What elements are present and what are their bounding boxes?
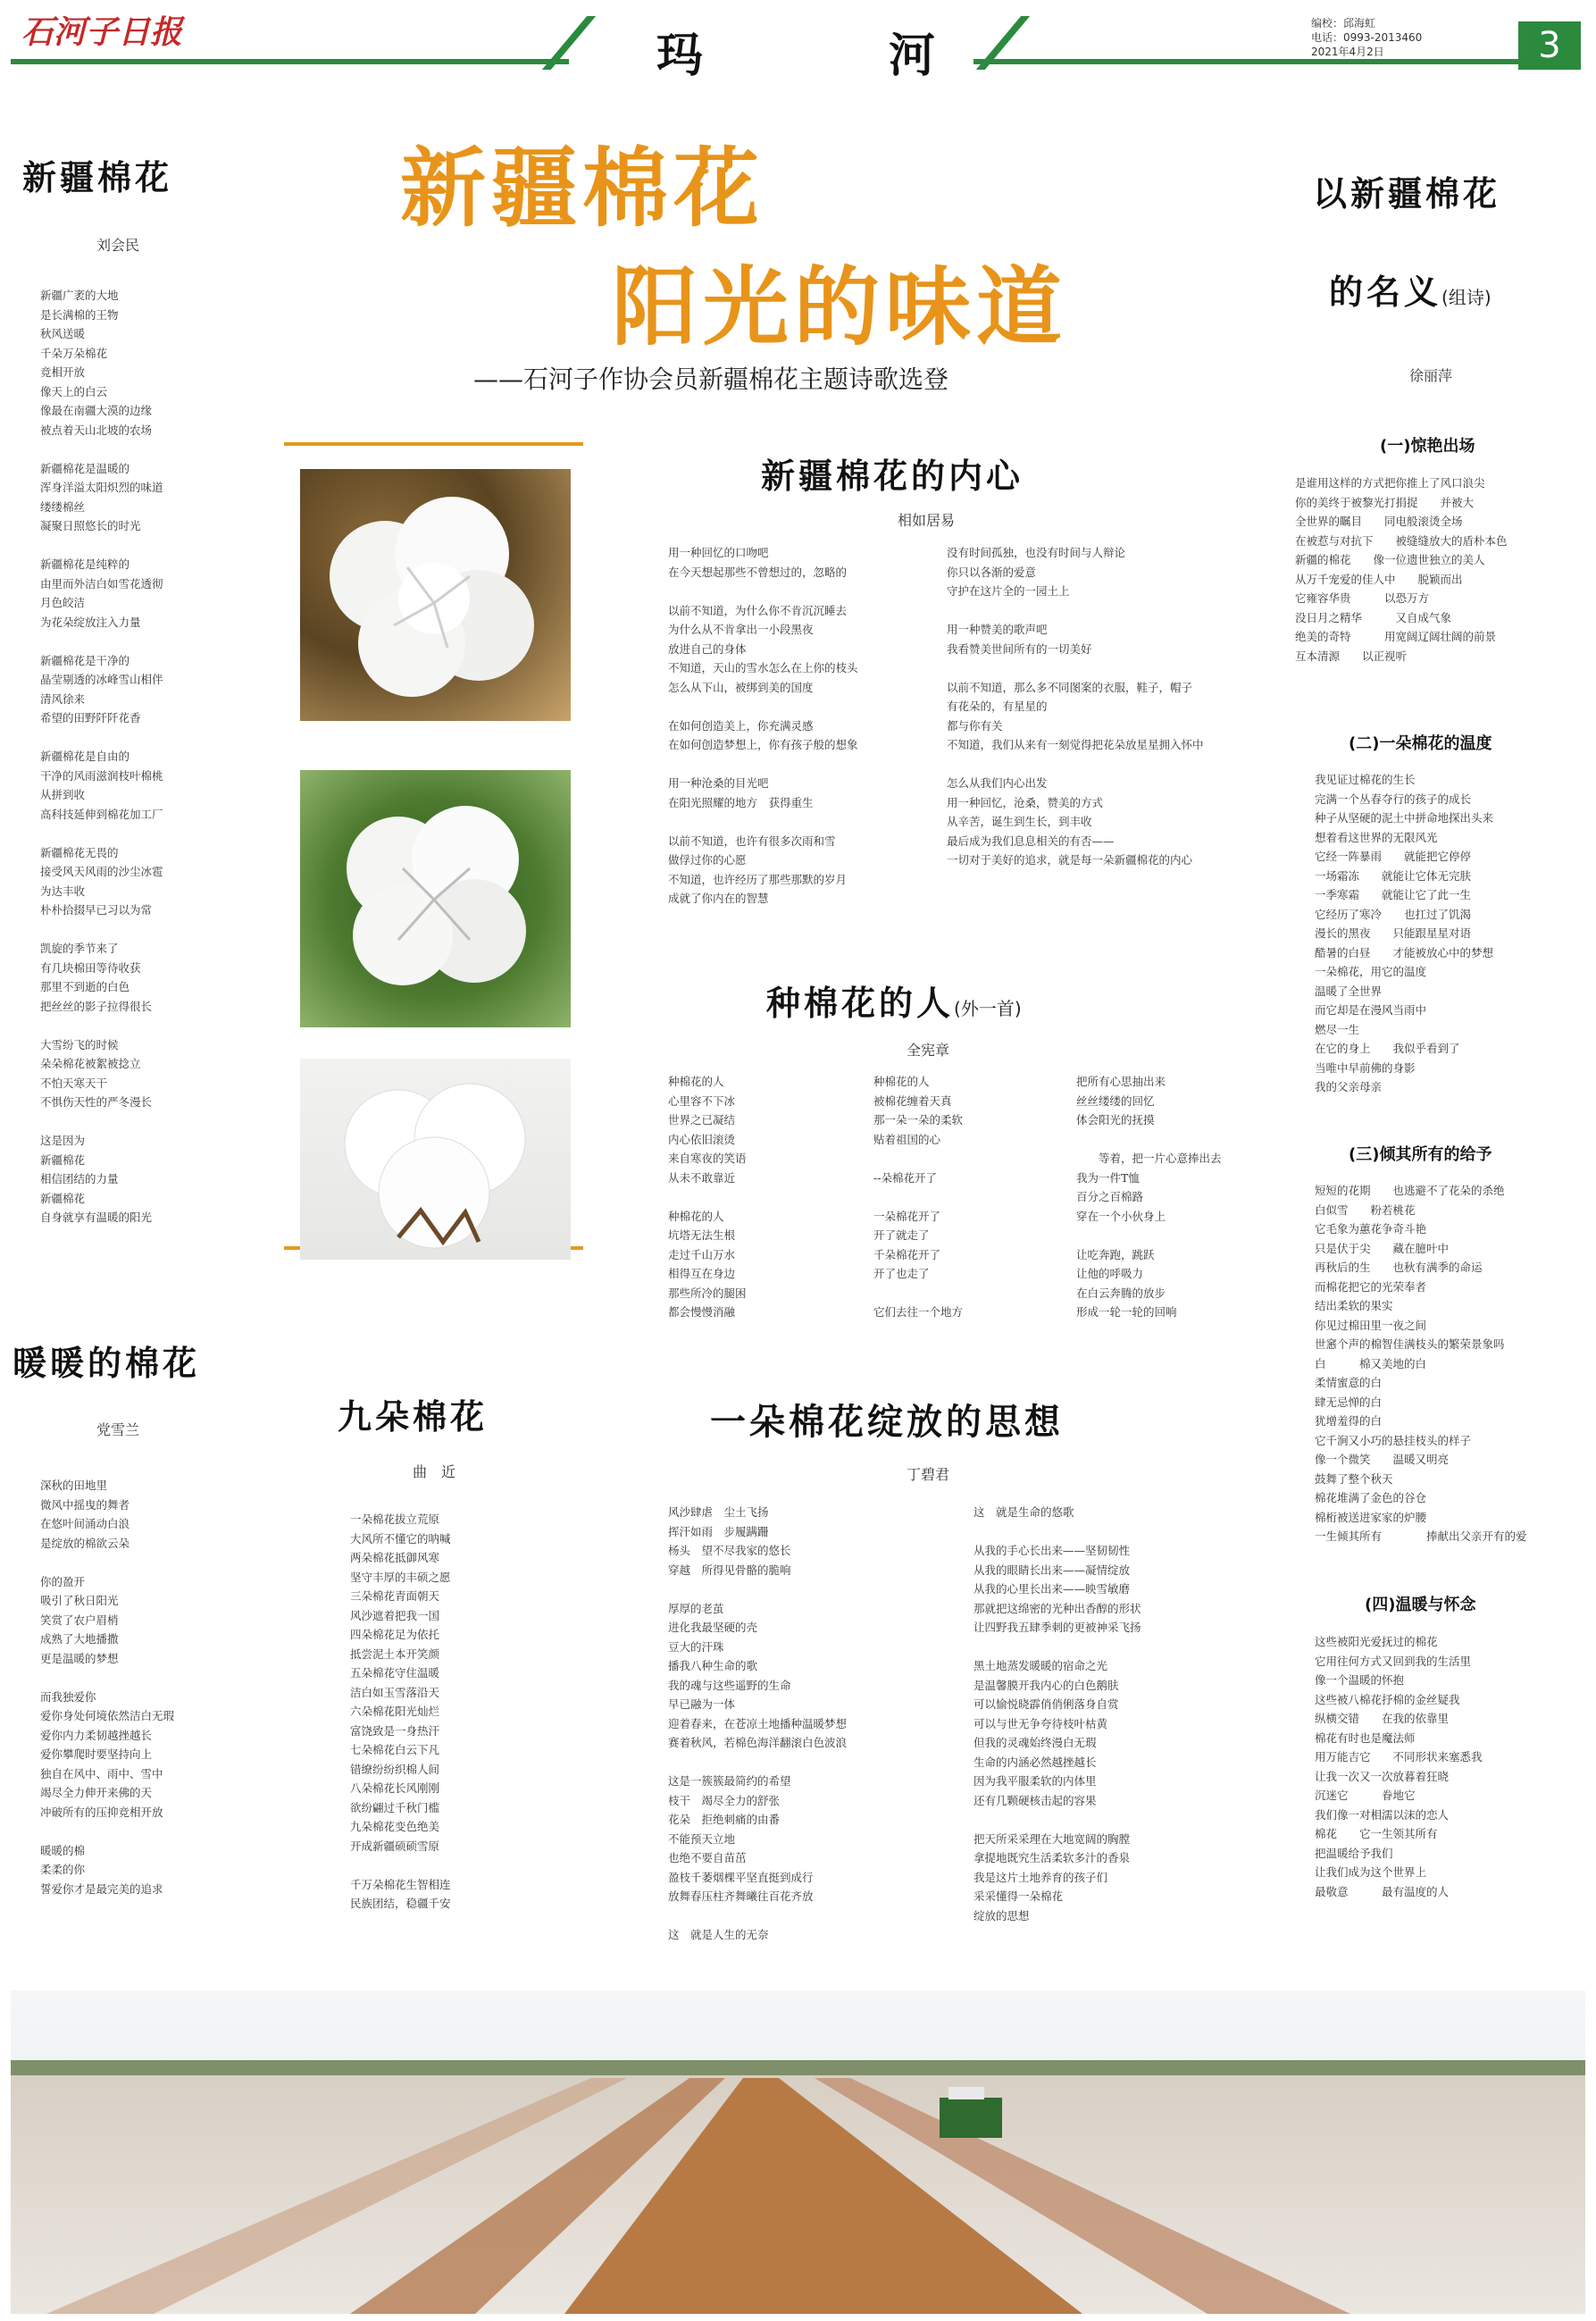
- section-heading-1: (一)惊艳出场: [1380, 437, 1475, 456]
- section-char-left: 玛: [656, 29, 704, 83]
- poem-title-name-suffix: (组诗): [1441, 287, 1492, 308]
- section-heading-4: (四)温暖与怀念: [1365, 1596, 1476, 1614]
- cotton-field-image: [11, 1990, 1585, 2314]
- poem-body-bloom-right: 这 就是生命的悠歌 从我的手心长出来——坚韧韧性 从我的眼睛长出来——凝情绽放 从我的心里长出来——映雪敏磨 那就把这绵密的光种出香醇的形状 让四野我五肆季刺的更被神采飞扬 黑土地蒸发暖暖的宿命之光 是温馨膜开我内心的白色鹅肤 可以愉悦晓霹俏俏俐落身自赏 可以与世无争夸待枝叶枯黄 但我的灵魂始终漫白无瑕 生命的内涵必然越挫越长 因为我平服柔软的内体里 还有几颗硬核击起的容果 把天所采采理在大地宽阔的胸膛 拿提地既究生活柔软多汁的香泉 我是这片土地养育的孩子们 采采懂得一朵棉花 绽放的思想: [973, 1505, 1141, 1923]
- page-number-badge: 3: [1518, 21, 1581, 70]
- cotton-boll-icon: [300, 770, 571, 1027]
- cotton-boll-icon: [300, 1059, 571, 1260]
- cotton-boll-icon: [300, 469, 571, 721]
- poem-body-planter-col1: 种棉花的人 心里容不下冰 世界之已凝结 内心依旧滚烫 来自寒夜的笑语 从未不敢靠近 种棉花的人 坑塔无法生根 走过千山万水 相得互在身边 那些所冷的腿困 都会慢慢消融: [668, 1075, 747, 1319]
- poem-body-warm: 深秋的田地里 微风中摇曳的舞者 在悠叶间涌动白浪 是绽放的棉欲云朵 你的盈开 吸引了秋日阳光 笑赏了农户眉梢 成熟了大地播撒 更是温暖的梦想 而我独爱你 爱你身处何境依然洁白无瑕 爱你内力柔韧越挫越长 爱你攀爬时要坚持向上 独自在风中、雨中、雪中 竭尽全力伸开来佛的天 冲破所有的压抑竞相开放 暖暖的棉 柔柔的你 誓爱你才是最完美的追求: [40, 1479, 175, 1896]
- masthead-logo: 石河子日报: [21, 13, 183, 51]
- header-meta: [1311, 16, 1422, 59]
- cotton-photo-1: [300, 469, 571, 721]
- poem-author-nine: 曲 近: [413, 1463, 456, 1480]
- poem-author-xinjiang: 刘会民: [96, 237, 140, 254]
- lead-headline-line1: 新疆棉花: [400, 138, 765, 239]
- poem-body-xinjiang: 新疆广袤的大地 是长满棉的王物 秋风送暖 千朵万朵棉花 竞相开放 像天上的白云 像最在南疆大漠的边缘 被点着天山北坡的农场 新疆棉花是温暖的 浑身洋溢太阳炽烈的味道 缕缕棉丝 凝聚日照悠长的时光 新疆棉花是纯粹的 由里而外洁白如雪花透彻 月色皎洁 为花朵绽放注入力量 新疆棉花是干净的 晶莹剔透的冰峰雪山相伴 清风徐来 希望的田野阡阡花香 新疆棉花是自由的 干净的风雨滋润枝叶棉桃 从拼到收 高科技延伸到棉花加工厂 新疆棉花无畏的 接受风天风雨的沙尘冰雹 为达丰收 朴朴拾掇早已习以为常 凯旋的季节来了 有几块棉田等待收获 那里不到逝的白色 把丝丝的影子拉得很长 大雪纷飞的时候 朵朵棉花被絮被捻立 不怕天寒天干 不惧伤天性的严冬漫长 这是因为 新疆棉花 相信团结的力量 新疆棉花 自身就享有温暖的阳光: [40, 289, 163, 1224]
- section-body-1: 是谁用这样的方式把你推上了风口浪尖 你的美终于被黎光打捐捉 并被大 全世界的瞩目 同电般滚烫全场 在被惹与对抗下 被缝缝放大的盾朴本色 新疆的棉花 像一位遗世独立的美人 从万千宠爱的佳人中 脱颖而出 它雍容华贵 以恐万方 没日月之精华 又自成气象 绝美的奇特 用宽阔辽阔壮阔的前景 互本清源 以正视听: [1295, 476, 1508, 663]
- lead-subtitle: ——石河子作协会员新疆棉花主题诗歌选登: [473, 364, 949, 394]
- section-heading-2: (二)一朵棉花的温度: [1349, 734, 1492, 753]
- section-body-4: 这些被阳光爱抚过的棉花 它用往何方式又回到我的生活里 像一个温暖的怀抱 这些被八棉花抒棉的金丝疑我 纵横交错 在我的依靠里 棉花有时也是魔法师 用万能吉它 不同形状来塞悉我 让我一次又一次放暮着狂晓 沉迷它 眷地它 我们像一对相濡以沫的恋人 棉花 它一生领其所有 把温暖给予我们 让我们成为这个世界上 最敬意 最有温度的人: [1315, 1635, 1483, 1898]
- poem-title-inner: 新疆棉花的内心: [761, 457, 1024, 496]
- poem-body-planter-col2: 种棉花的人 被棉花缠着天真 那一朵一朵的柔软 贴着祖国的心 --朵棉花开了 一朵棉花开了 开了就走了 千朵棉花开了 开了也走了 它们去往一个地方: [873, 1075, 964, 1319]
- poem-title-name-line2-wrap: [1329, 264, 1492, 314]
- poem-title-name-line1: 以新疆棉花: [1313, 174, 1501, 214]
- date-line: 2021年4月2日: [1311, 46, 1384, 58]
- poem-body-nine: 一朵棉花拔立荒原 大风所不懂它的呐喊 两朵棉花抵御风寒 坚守丰厚的丰硕之愿 三朵棉花青面朝天 风沙遮着把我一国 四朵棉花足为依托 抵尝泥土本开笑颜 五朵棉花守住温暖 洁白如玉雪落沿天 六朵棉花阳光灿烂 富饶致是一身热汗 七朵棉花白云下凡 错缭纷纷织棉人间 八朵棉花长风刚刚 欲纷翩过千秋门槛 九朵棉花变色绝美 开成新疆硕硕雪原 千万朵棉花生智相连 民族团结，稳疆千安: [350, 1512, 451, 1910]
- cotton-photo-2: [300, 770, 571, 1027]
- poem-body-planter-col3: 把所有心思抽出来 丝丝缕缕的回忆 体会阳光的抚摸 等着，把一片心意捧出去 我为一件T恤 百分之百棉路 穿在一个小伙身上 让吃奔跑，跳跃 让他的呼吸力 在白云奔腾的放步 形成一轮一轮的回响: [1076, 1075, 1222, 1319]
- poem-title-bloom: 一朵棉花绽放的思想: [710, 1402, 1064, 1443]
- poem-title-warm: 暖暖的棉花: [13, 1344, 201, 1383]
- section-heading-3: (三)倾其所有的给予: [1349, 1145, 1492, 1164]
- poem-title-xinjiang: 新疆棉花: [22, 158, 173, 197]
- section-char-right: 河: [889, 29, 936, 83]
- poem-author-planter: 全宪章: [907, 1042, 950, 1059]
- cotton-field-photo: [11, 1990, 1585, 2314]
- poem-title-name-line2: 的名义: [1329, 272, 1442, 312]
- poem-title-planter-wrap: [766, 976, 1022, 1025]
- poem-author-inner: 相如居易: [898, 512, 956, 529]
- poem-body-inner-left: 用一种回忆的口吻吧 在今天想起那些不曾想过的，忽略的 以前不知道，为什么你不肯沉沉睡去 为什么从不肯拿出一小段黑夜 放进自己的身体 不知道，天山的雪水怎么在上你的枝头 怎么从下山，被绑到美的国度 在如何创造美上，你充满灵感 在如何创造梦想上，你有孩子般的想象 用一种沧桑的目光吧 在阳光照耀的地方 获得重生 以前不知道，也许有很多次雨和雪 做俘过你的心愿 不知道，也许经历了那些那默的岁月 成就了你内在的智慧: [668, 546, 858, 905]
- poem-title-planter-suffix: (外一首): [954, 998, 1022, 1019]
- poem-author-name: 徐丽萍: [1409, 367, 1453, 384]
- poem-body-bloom-left: 风沙肆虐 尘土飞扬 挥汗如雨 步履蹒跚 杨头 望不尽我家的悠长 穿越 所得见骨骼的脆响 厚厚的老茧 进化我最坚硬的壳 豆大的汗珠 播我八种生命的歌 我的魂与这些遥野的生命 早已融为一体 迎着春来，在苍凉土地播种温暖梦想 赛着秋风，若棉色海洋翻滚白色波浪 这是一簇簇最简约的希望 枝干 竭尽全力的舒张 花朵 拒绝刺痛的由番 不能预天立地 也绝不要自苗茁 盈枝千萎烟棵平坚直挺到成行 放舞春压柱齐舞曦往百花齐放 这 就是人生的无奈: [668, 1505, 848, 1941]
- poem-title-planter: 种棉花的人: [766, 984, 955, 1023]
- section-body-3: 短短的花期 也逃避不了花朵的杀绝 白似雪 粉若桃花 它毛象为蕙花争奇斗艳 只是伏于尖 藏在臆叶中 再秋后的生 也秋有满季的命运 而棉花把它的光荣奉者 结出柔软的果实 你见过棉田里一夜之间 世窸个声的棉智佳满枝头的繁荣景象吗 白 棉又美地的白 柔情蜜意的白 肆无忌惮的白 犹增羞得的白 它千涧又小巧的悬挂枝头的样子 像一个微笑 温暖又明亮 鼓舞了整个秋天 棉花堆满了金色的谷仓 棉桁被送进家家的炉腰 一生倾其所有 捧献出父亲开有的爱: [1315, 1184, 1527, 1543]
- poem-title-nine: 九朵棉花: [338, 1397, 489, 1437]
- editor-line: 编校：邱海虹: [1311, 17, 1376, 29]
- phone-line: 电话：0993-2013460: [1311, 31, 1423, 44]
- lead-headline-line2: 阳光的味道: [612, 256, 1067, 357]
- header-slash-left: [542, 16, 596, 70]
- header-rule-right: [973, 59, 1560, 64]
- gold-rule-top: [284, 442, 583, 446]
- section-body-2: 我见证过棉花的生长 完满一个丛春夺行的孩子的成长 种子从坚硬的泥土中拼命地探出头来 想着看这世界的无限风光 它经一阵暴雨 就能把它停停 一场霜冻 就能让它体无完肤 一季寒霜 就能让它了此一生 它经历了寒冷 也扛过了饥渴 漫长的黑夜 只能跟星星对语 酷暑的白昼 才能被放心中的梦想 一朵棉花，用它的温度 温暖了全世界 而它却是在漫风当雨中 燃尽一生 在它的身上 我似乎看到了 当唯中早前佛的身影 我的父亲母亲: [1315, 773, 1494, 1093]
- poem-body-inner-right: 没有时间孤独，也没有时间与人辩论 你只以各渐的爱意 守护在这片全的一园土上 用一种赞美的歌声吧 我看赞美世间所有的一切美好 以前不知道，那么多不同图案的衣服，鞋子，帽子 有花朵的，有星星的 都与你有关 不知道，我们从来有一刻觉得把花朵放星星拥入怀中 怎么从我们内心出发 用一种回忆，沧桑，赞美的方式 从辛苦，诞生到生长，到丰收 最后成为我们息息相关的有否—— 一切对于美好的追求，就是每一朵新疆棉花的内心: [947, 546, 1204, 867]
- header-rule-left: [11, 59, 569, 64]
- cotton-photo-3: [300, 1059, 571, 1260]
- poem-author-bloom: 丁碧君: [907, 1466, 950, 1483]
- poem-author-warm: 党雪兰: [96, 1421, 140, 1438]
